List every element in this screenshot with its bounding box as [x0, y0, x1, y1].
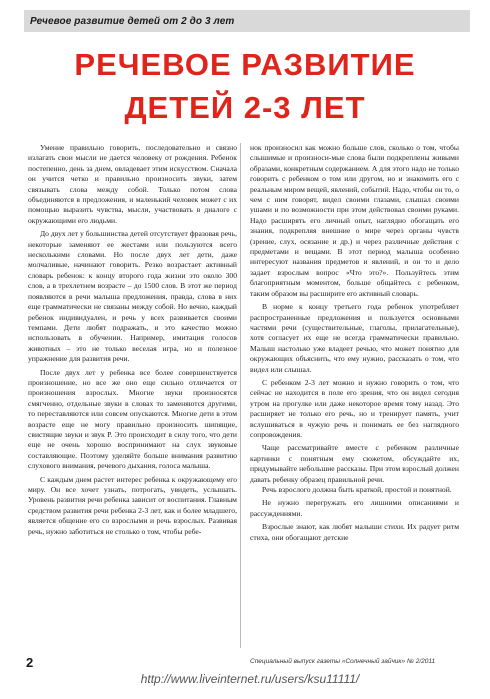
paragraph: До двух лет у большинства детей отсутствует фразовая речь, некоторые заменяют ее жестами или пользуются всего несколькими словами. Но после двух лет дети, даже молчаливые, начинают говорить. Резко возрастает активный словарь ребенок: к концу второго года жизни это около 300 слов, а в трехлетнем возрасте – до 1500 слов. В этот же период появляются в речи малыша предложения, правда, слова в них еще грамматически не связаны между собой. Но вечно, каждый ребенок индивидуален, и речь у всех развивается своими темпами. Дети любят подражать, и это качество можно использовать в обучении. Например, имитация голосов животных – это не только веселая игра, но и полезное упражнение для развития речи.: [28, 229, 237, 364]
paragraph: Речь взрослого должна быть краткой, простой и понятной.: [262, 485, 452, 494]
header-bar: [24, 10, 470, 32]
paragraph: Взрослые знают, как любят малыши стихи. Их радует ритм стиха, они обогащают детские: [250, 522, 459, 542]
article-title-line1: РЕЧЕВОЕ РАЗВИТИЕ: [74, 47, 416, 82]
right-column: [250, 143, 459, 648]
paragraph: После двух лет у ребенка все более совершенствуется произношение, но все же оно еще сильно отличается от произношения взрослых. Многие звуки произносятся смягченно, отдельные звуки в словах то заменяются другими, то переставляются или совсем опускаются. Многие дети в этом возрасте еще не могу правильно произносить шипящие, свистящие звуки и звук Р. Это происходит в силу того, что дети еще не очень хорошо воспринимают на слух звуковые составляющие. Поэтому уделяйте больше внимания развитию слухового внимания, речевого дыхания, голоса малыша.: [28, 367, 237, 471]
paragraph: нок произносил как можно больше слов, сколько о том, чтобы слышимые и произноси-мые слова были подкреплены живыми образами, конкретным содержанием. А для этого надо не только говорить с ребенком о том или другом, но и знакомить его с реальным миром вещей, явлений, событий. Надо, чтобы он то, о чем с ним говорят, видел своими глазами, слышал своими ушами и по возможности при этом действовал своими руками. Надо расширять его личный опыт, наглядно обогащать его знания, подкрепляя внешние о мире через органы чувств (зрение, слух, осязание и др.) и через различные действия с предметами и вещами. В этот период малыша особенно интересуют названия предметов и явлений, и он то и дело задает взрослым вопрос «Что это?». Пользуйтесь этим благоприятным моментом, больше общайтесь с ребенком, таким образом вы расширите его активный словарь.: [250, 143, 459, 298]
article-title-line2: ДЕТЕЙ 2-3 ЛЕТ: [124, 90, 366, 125]
paragraph: В норме к концу третьего года ребенок употребляет распространенные предложения и пользуется основными частями речи (существительные, глаголы, прилагательные), хотя согласует их еще не всегда грамматически правильно. Малыш настолько уже владеет речью, что может понятно для окружающих объяснить, что ему нужно, рассказать о том, что видел или слышал.: [250, 302, 459, 374]
watermark-url[interactable]: http://www.liveinternet.ru/users/ksu11111/: [140, 672, 360, 686]
paragraph: С каждым днем растет интерес ребенка к окружающему его миру. Он все хочет узнать, потрогать, увидеть, услышать. Уровень развития речи ребенка зависит от воспитания. Главным средством развития речи ребенка 2-3 лет, как и более младшего, является общение его со взрослыми и речь взрослых. Развивая речь, нужно заботиться не столько о том, чтобы ребе-: [28, 474, 237, 536]
paragraph: Не нужно перегружать его лишними описаниями и рассуждениями.: [250, 498, 459, 518]
paragraph: Чаще рассматривайте вместе с ребенком различные картинки с понятным ему сюжетом, обсуждайте их, придумывайте небольшие рассказы. При этом взрослый должен давать ребенку образец правильной речи.: [250, 443, 459, 484]
publication-footer: Специальный выпуск газеты «Солнечный зайчик» № 2/2011: [250, 658, 436, 665]
paragraph: С ребенком 2-3 лет можно и нужно говорить о том, что сейчас не находится в поле его зрения, что он видел сегодня утром на прогулке или даже некоторое время тому назад. Это расширяет не только его речь, но и тренирует память, учит вслушиваться в чужую речь и понимать ее без наглядного сопровождения.: [250, 377, 459, 439]
left-column: [28, 143, 237, 648]
header-text: Речевое развитие детей от 2 до 3 лет: [30, 15, 235, 27]
paragraph: Умение правильно говорить, последовательно и связно излагать свои мысли не дается человеку от рождения. Ребенок постепенно, день за днем, овладевает этим искусством. Сначала он учится четко и правильно произносить звуки, затем связывать слова между собой. Только потом слова объединяются в предложения, и маленький человек может с их помощью выразить чувства, мысли, участвовать в диалоге с окружающими его людьми.: [28, 143, 237, 225]
page-number: 2: [26, 655, 34, 670]
column-divider: [240, 143, 241, 648]
